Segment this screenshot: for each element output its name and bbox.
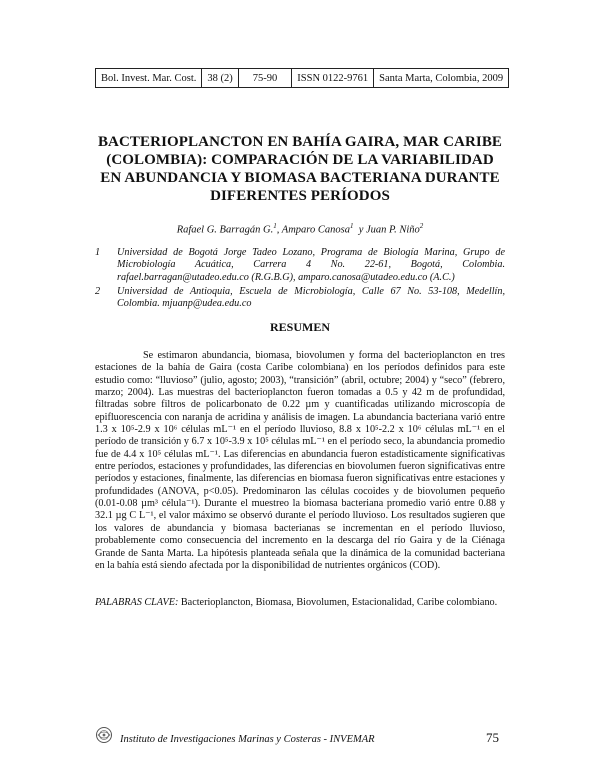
affiliation-number: 2 (95, 285, 101, 297)
author-separator: y (353, 224, 367, 236)
author-affiliation-mark: 1 (273, 222, 277, 230)
affiliation-number: 1 (95, 247, 101, 258)
affiliation-item (95, 286, 505, 311)
affiliations (95, 247, 505, 312)
journal-header (95, 68, 509, 88)
journal-volume: 38 (2) (202, 69, 238, 88)
affiliation-text: Universidad de Bogotá Jorge Tadeo Lozano, Programa de Biología Marina, Grupo de Microbiología Acuática, Carrera 4 No. 22-61, Bogotá, Colombia. rafael.barragan@utadeo.edu.co (R.G.B.G), amparo.canosa@utadeo.edu.co (A.C.) (117, 247, 505, 283)
author-name: Juan P. Niño (366, 224, 420, 236)
affiliation-text: Universidad de Antioquia, Escuela de Microbiología, Calle 67 No. 53-108, Medellín, Colombia. mjuanp@udea.edu.co (117, 285, 505, 310)
author-affiliation-mark: 1 (349, 222, 354, 230)
keywords (95, 597, 505, 609)
abstract-body: Se estimaron abundancia, biomasa, biovolumen y forma del bacterioplancton en tres estaciones de la bahía de Gaira (costa Caribe colombiana) en los períodos definidos para este estudio como: “lluvioso” (julio, agosto; 2003), “transición” (abril, octubre; 2004) y “seco” (febrero, marzo; 2004). Las muestras del bacterioplancton fueron tomadas a 0.5 y 42 m de profundidad, filtradas sobre filtros de policarbonato de 0.22 µm y cuantificadas utilizando microscopía de epifluorescencia con naranja de acridina y análisis de imagen. La abundancia bacteriana varió entre 1.3 x 10⁵-2.9 x 10⁶ células mL⁻¹ en el período lluvioso, 8.8 x 10⁵-2.2 x 10⁶ células mL⁻¹ en el período de transición y 6.7 x 10⁵-3.9 x 10⁵ células mL⁻¹ en el período seco, la abundancia promedio fue de 4.4 x 10⁵ células mL⁻¹. Las diferencias en abundancia fueron estadísticamente significativas entre períodos, estaciones y profundidades, las diferencias en biovolumen fueron significativas entre períodos y estaciones, finalmente, las diferencias en biomasa fueron significativas entre estaciones y profundidades (ANOVA, p<0.05). Predominaron las células cocoides y de biovolumen pequeño (0.01-0.08 µm³ célula⁻¹). Durante el muestreo la biomasa bacteriana promedio varió entre 0.88 y 32.1 µg C L⁻¹, el valor máximo se observó durante el período lluvioso. Los resultados sugieren que los valores de abundancia y biomasa bacterianas se incrementan en el período lluvioso, probablemente como consecuencia del incremento en la descarga del río Gaira y de la Ciénaga Grande de Santa Marta. La hipótesis planteada señala que la dinámica de la comunidad bacteriana en la bahía está siendo afectada por la disponibilidad de nutrientes orgánicos (COD). (95, 350, 505, 571)
footer-institution: Instituto de Investigaciones Marinas y Costeras - INVEMAR (120, 734, 375, 745)
abstract-heading: RESUMEN (269, 320, 330, 334)
article-title: BACTERIOPLANCTON EN BAHÍA GAIRA, MAR CARIBE (COLOMBIA): COMPARACIÓN DE LA VARIABILIDAD EN ABUNDANCIA Y BIOMASA BACTERIANA DURANTE DIFERENTES PERÍODOS (97, 134, 503, 204)
journal-name: Bol. Invest. Mar. Cost. (96, 69, 202, 88)
page-number: 75 (486, 730, 499, 745)
author-separator: , (276, 224, 282, 236)
invemar-logo-icon (95, 726, 113, 744)
journal-place-year: Santa Marta, Colombia, 2009 (374, 69, 509, 88)
keywords-text: Bacterioplancton, Biomasa, Biovolumen, Estacionalidad, Caribe colombiano. (180, 597, 498, 608)
affiliation-item (95, 247, 505, 284)
journal-pages: 75-90 (238, 69, 292, 88)
keywords-label: PALABRAS CLAVE: (95, 597, 179, 608)
journal-issn: ISSN 0122-9761 (292, 69, 374, 88)
author-name: Amparo Canosa (281, 224, 350, 236)
author-name: Rafael G. Barragán G. (176, 224, 274, 236)
author-list (95, 222, 505, 236)
author-affiliation-mark: 2 (419, 222, 424, 230)
